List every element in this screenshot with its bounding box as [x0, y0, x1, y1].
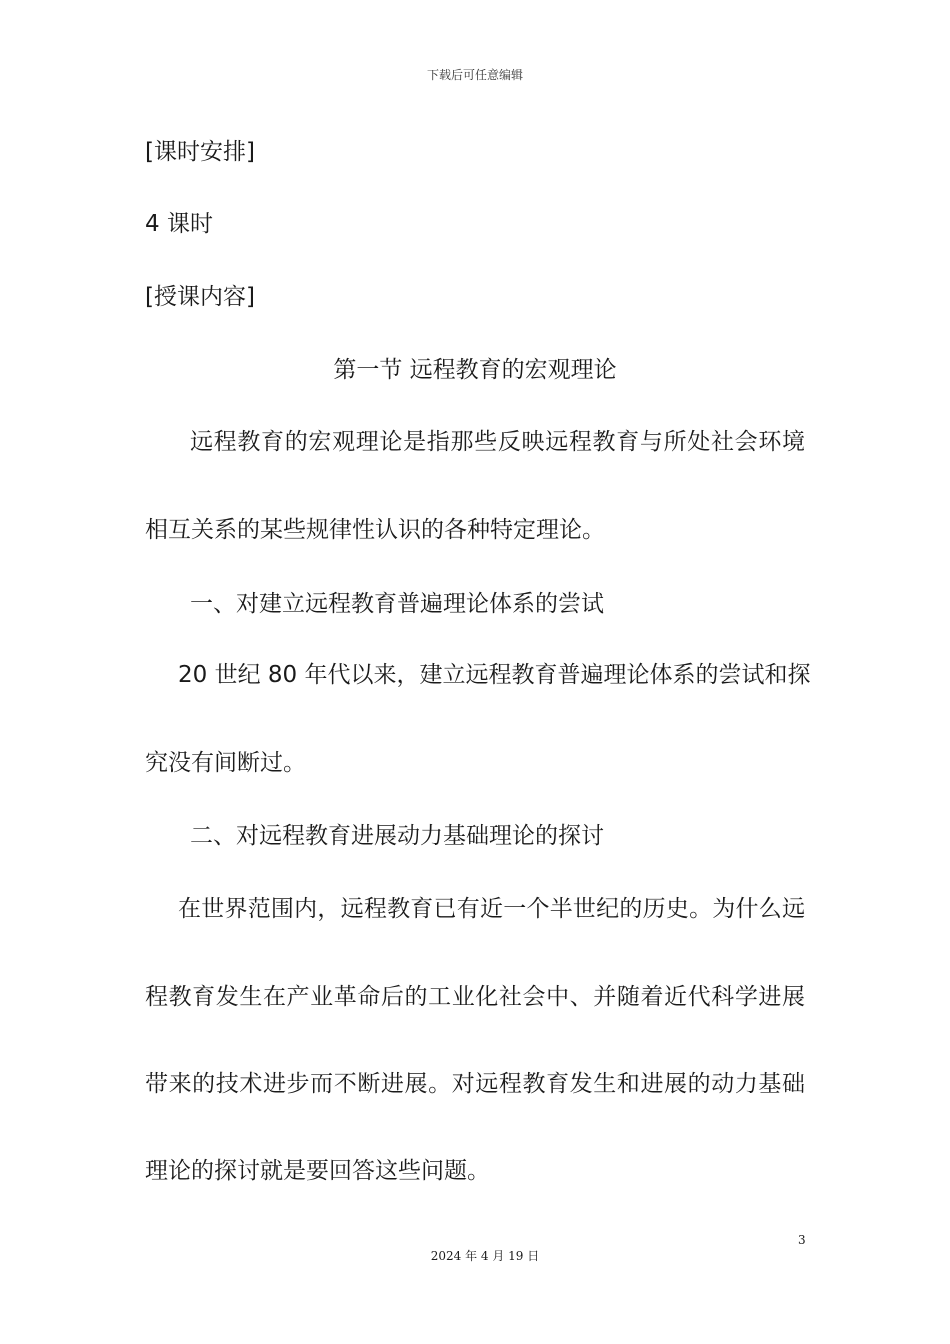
schedule-label: [课时安排] [145, 139, 255, 165]
paragraph-3-line-1: 在世界范围内，远程教育已有近一个半世纪的历史。为什么远 [178, 896, 805, 922]
paragraph-2-line-2: 究没有间断过。 [145, 750, 306, 776]
paragraph-2-line-1: 20 世纪 80 年代以来，建立远程教育普遍理论体系的尝试和探 [178, 662, 811, 688]
paragraph-3-line-3: 带来的技术进步而不断进展。对远程教育发生和进展的动力基础 [145, 1071, 805, 1097]
footer-date: 2024 年 4 月 19 日 [430, 1249, 540, 1263]
content-label: [授课内容] [145, 284, 255, 310]
paragraph-1-line-1: 远程教育的宏观理论是指那些反映远程教育与所处社会环境 [190, 429, 805, 455]
section-title: 第一节 远程教育的宏观理论 [333, 357, 617, 383]
page-header: 下载后可任意编辑 [426, 68, 523, 82]
paragraph-3-line-4: 理论的探讨就是要回答这些问题。 [145, 1158, 490, 1184]
paragraph-1-line-2: 相互关系的某些规律性认识的各种特定理论。 [145, 517, 605, 543]
hours-text: 4 课时 [145, 211, 213, 237]
page-number: 3 [798, 1233, 806, 1247]
heading-2: 二、对远程教育进展动力基础理论的探讨 [190, 823, 604, 849]
paragraph-3-line-2: 程教育发生在产业革命后的工业化社会中、并随着近代科学进展 [145, 984, 805, 1010]
heading-1: 一、对建立远程教育普遍理论体系的尝试 [190, 591, 604, 617]
